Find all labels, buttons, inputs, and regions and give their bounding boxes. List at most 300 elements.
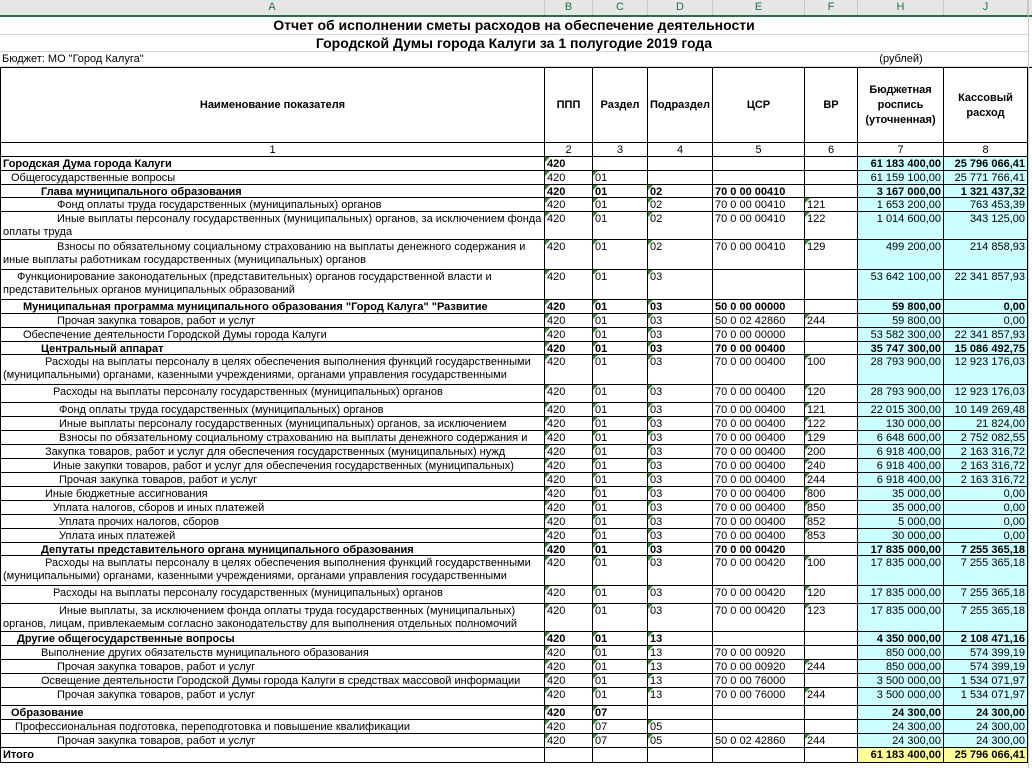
cell-plan[interactable]: [858, 660, 944, 674]
cell-csr[interactable]: [713, 556, 805, 586]
cell-plan[interactable]: [858, 342, 944, 355]
cell-razdel[interactable]: [593, 501, 648, 515]
cell-ppp[interactable]: [545, 342, 593, 355]
total-empty-cell[interactable]: [593, 748, 648, 763]
cell-razdel[interactable]: [593, 459, 648, 473]
cell-name[interactable]: [0, 734, 545, 748]
cell-fact[interactable]: [944, 171, 1028, 185]
cell-podrazdel[interactable]: [648, 185, 713, 198]
cell-name[interactable]: [0, 459, 545, 473]
cell-csr[interactable]: [713, 328, 805, 342]
cell-fact[interactable]: [944, 185, 1028, 198]
cell-csr[interactable]: [713, 515, 805, 529]
cell-name[interactable]: [0, 171, 545, 185]
cell-plan[interactable]: [858, 445, 944, 459]
cell-name[interactable]: [0, 431, 545, 445]
cell-fact[interactable]: [944, 556, 1028, 586]
cell-name[interactable]: [0, 355, 545, 385]
cell-podrazdel[interactable]: [648, 543, 713, 556]
cell-csr[interactable]: [713, 417, 805, 431]
cell-ppp[interactable]: [545, 556, 593, 586]
cell-ppp[interactable]: [545, 212, 593, 240]
cell-fact[interactable]: [944, 240, 1028, 270]
cell-vr[interactable]: [805, 515, 858, 529]
cell-vr[interactable]: [805, 459, 858, 473]
colnum-4[interactable]: 4: [648, 143, 713, 157]
colnum-2[interactable]: 2: [545, 143, 593, 157]
cell-name[interactable]: [0, 473, 545, 487]
cell-fact[interactable]: [944, 543, 1028, 556]
cell-vr[interactable]: [805, 734, 858, 748]
cell-razdel[interactable]: [593, 212, 648, 240]
cell-ppp[interactable]: [545, 632, 593, 646]
cell-podrazdel[interactable]: [648, 212, 713, 240]
cell-vr[interactable]: [805, 646, 858, 660]
cell-csr[interactable]: [713, 720, 805, 734]
cell-razdel[interactable]: [593, 586, 648, 604]
colnum-6[interactable]: 6: [805, 143, 858, 157]
cell-plan[interactable]: [858, 431, 944, 445]
cell-ppp[interactable]: [545, 445, 593, 459]
cell-plan[interactable]: [858, 720, 944, 734]
cell-razdel[interactable]: [593, 529, 648, 543]
cell-ppp[interactable]: [545, 300, 593, 314]
cell-podrazdel[interactable]: [648, 734, 713, 748]
cell-ppp[interactable]: [545, 646, 593, 660]
cell-vr[interactable]: [805, 720, 858, 734]
cell-fact[interactable]: [944, 385, 1028, 403]
cell-plan[interactable]: [858, 734, 944, 748]
cell-plan[interactable]: [858, 501, 944, 515]
units-label[interactable]: (рублей): [879, 53, 923, 65]
cell-fact[interactable]: [944, 459, 1028, 473]
cell-razdel[interactable]: [593, 660, 648, 674]
cell-vr[interactable]: [805, 529, 858, 543]
header-razdel[interactable]: Раздел: [593, 68, 648, 143]
colnum-7[interactable]: 7: [858, 143, 944, 157]
cell-razdel[interactable]: [593, 240, 648, 270]
cell-csr[interactable]: [713, 445, 805, 459]
column-header-e[interactable]: E: [713, 0, 805, 15]
cell-fact[interactable]: [944, 688, 1028, 706]
cell-vr[interactable]: [805, 355, 858, 385]
cell-podrazdel[interactable]: [648, 487, 713, 501]
total-empty-cell[interactable]: [648, 748, 713, 763]
cell-fact[interactable]: [944, 157, 1028, 171]
cell-csr[interactable]: [713, 586, 805, 604]
cell-vr[interactable]: [805, 270, 858, 300]
cell-fact[interactable]: [944, 529, 1028, 543]
cell-name[interactable]: [0, 212, 545, 240]
cell-ppp[interactable]: [545, 660, 593, 674]
cell-razdel[interactable]: [593, 632, 648, 646]
column-header-f[interactable]: F: [805, 0, 858, 15]
cell-podrazdel[interactable]: [648, 501, 713, 515]
cell-plan[interactable]: [858, 417, 944, 431]
cell-fact[interactable]: [944, 342, 1028, 355]
cell-podrazdel[interactable]: [648, 328, 713, 342]
cell-ppp[interactable]: [545, 688, 593, 706]
cell-name[interactable]: [0, 529, 545, 543]
cell-fact[interactable]: [944, 487, 1028, 501]
cell-vr[interactable]: [805, 501, 858, 515]
cell-ppp[interactable]: [545, 240, 593, 270]
cell-vr[interactable]: [805, 473, 858, 487]
cell-name[interactable]: [0, 300, 545, 314]
cell-csr[interactable]: [713, 632, 805, 646]
cell-name[interactable]: [0, 385, 545, 403]
cell-csr[interactable]: [713, 385, 805, 403]
cell-podrazdel[interactable]: [648, 314, 713, 328]
cell-ppp[interactable]: [545, 487, 593, 501]
cell-name[interactable]: [0, 417, 545, 431]
cell-razdel[interactable]: [593, 720, 648, 734]
cell-razdel[interactable]: [593, 556, 648, 586]
cell-podrazdel[interactable]: [648, 515, 713, 529]
cell-vr[interactable]: [805, 586, 858, 604]
cell-podrazdel[interactable]: [648, 403, 713, 417]
cell-razdel[interactable]: [593, 385, 648, 403]
cell-csr[interactable]: [713, 171, 805, 185]
cell-ppp[interactable]: [545, 314, 593, 328]
colnum-1[interactable]: 1: [0, 143, 545, 157]
cell-plan[interactable]: [858, 529, 944, 543]
cell-podrazdel[interactable]: [648, 529, 713, 543]
cell-csr[interactable]: [713, 300, 805, 314]
cell-name[interactable]: [0, 720, 545, 734]
cell-ppp[interactable]: [545, 417, 593, 431]
cell-plan[interactable]: [858, 314, 944, 328]
cell-name[interactable]: [0, 487, 545, 501]
cell-name[interactable]: [0, 604, 545, 632]
cell-podrazdel[interactable]: [648, 646, 713, 660]
cell-podrazdel[interactable]: [648, 300, 713, 314]
cell-name[interactable]: [0, 660, 545, 674]
cell-razdel[interactable]: [593, 328, 648, 342]
cell-vr[interactable]: [805, 185, 858, 198]
cell-csr[interactable]: [713, 185, 805, 198]
cell-name[interactable]: [0, 240, 545, 270]
cell-vr[interactable]: [805, 240, 858, 270]
cell-csr[interactable]: [713, 501, 805, 515]
header-ppp[interactable]: ППП: [545, 68, 593, 143]
cell-razdel[interactable]: [593, 445, 648, 459]
cell-csr[interactable]: [713, 314, 805, 328]
cell-podrazdel[interactable]: [648, 720, 713, 734]
cell-podrazdel[interactable]: [648, 431, 713, 445]
column-header-b[interactable]: B: [545, 0, 593, 15]
cell-csr[interactable]: [713, 157, 805, 171]
cell-ppp[interactable]: [545, 403, 593, 417]
cell-csr[interactable]: [713, 212, 805, 240]
cell-name[interactable]: [0, 586, 545, 604]
cell-podrazdel[interactable]: [648, 157, 713, 171]
cell-fact[interactable]: [944, 660, 1028, 674]
cell-podrazdel[interactable]: [648, 459, 713, 473]
cell-razdel[interactable]: [593, 198, 648, 212]
cell-fact[interactable]: [944, 501, 1028, 515]
cell-vr[interactable]: [805, 385, 858, 403]
cell-vr[interactable]: [805, 487, 858, 501]
total-plan[interactable]: 61 183 400,00: [858, 748, 944, 763]
cell-csr[interactable]: [713, 674, 805, 688]
cell-fact[interactable]: [944, 706, 1028, 720]
cell-name[interactable]: [0, 632, 545, 646]
cell-plan[interactable]: [858, 604, 944, 632]
cell-ppp[interactable]: [545, 157, 593, 171]
cell-razdel[interactable]: [593, 674, 648, 688]
cell-plan[interactable]: [858, 556, 944, 586]
cell-name[interactable]: [0, 445, 545, 459]
cell-fact[interactable]: [944, 198, 1028, 212]
cell-razdel[interactable]: [593, 171, 648, 185]
cell-razdel[interactable]: [593, 403, 648, 417]
cell-podrazdel[interactable]: [648, 270, 713, 300]
total-name[interactable]: Итого: [0, 748, 545, 763]
cell-fact[interactable]: [944, 674, 1028, 688]
total-empty-cell[interactable]: [805, 748, 858, 763]
column-header-h[interactable]: H: [858, 0, 944, 15]
cell-ppp[interactable]: [545, 604, 593, 632]
cell-fact[interactable]: [944, 270, 1028, 300]
cell-razdel[interactable]: [593, 604, 648, 632]
cell-ppp[interactable]: [545, 674, 593, 688]
cell-csr[interactable]: [713, 431, 805, 445]
cell-razdel[interactable]: [593, 185, 648, 198]
cell-vr[interactable]: [805, 660, 858, 674]
cell-podrazdel[interactable]: [648, 556, 713, 586]
cell-podrazdel[interactable]: [648, 385, 713, 403]
cell-name[interactable]: [0, 646, 545, 660]
cell-plan[interactable]: [858, 586, 944, 604]
cell-ppp[interactable]: [545, 270, 593, 300]
colnum-8[interactable]: 8: [944, 143, 1028, 157]
cell-plan[interactable]: [858, 185, 944, 198]
cell-podrazdel[interactable]: [648, 632, 713, 646]
cell-ppp[interactable]: [545, 529, 593, 543]
cell-razdel[interactable]: [593, 734, 648, 748]
cell-fact[interactable]: [944, 473, 1028, 487]
cell-razdel[interactable]: [593, 688, 648, 706]
cell-csr[interactable]: [713, 270, 805, 300]
cell-plan[interactable]: [858, 198, 944, 212]
cell-csr[interactable]: [713, 543, 805, 556]
cell-csr[interactable]: [713, 240, 805, 270]
cell-fact[interactable]: [944, 646, 1028, 660]
cell-fact[interactable]: [944, 586, 1028, 604]
cell-razdel[interactable]: [593, 417, 648, 431]
colnum-5[interactable]: 5: [713, 143, 805, 157]
cell-razdel[interactable]: [593, 342, 648, 355]
cell-plan[interactable]: [858, 270, 944, 300]
cell-ppp[interactable]: [545, 185, 593, 198]
cell-ppp[interactable]: [545, 355, 593, 385]
cell-plan[interactable]: [858, 328, 944, 342]
cell-ppp[interactable]: [545, 328, 593, 342]
cell-fact[interactable]: [944, 314, 1028, 328]
cell-podrazdel[interactable]: [648, 586, 713, 604]
cell-name[interactable]: [0, 270, 545, 300]
cell-razdel[interactable]: [593, 543, 648, 556]
cell-razdel[interactable]: [593, 473, 648, 487]
cell-vr[interactable]: [805, 706, 858, 720]
cell-razdel[interactable]: [593, 515, 648, 529]
cell-plan[interactable]: [858, 157, 944, 171]
cell-name[interactable]: [0, 515, 545, 529]
cell-ppp[interactable]: [545, 431, 593, 445]
cell-plan[interactable]: [858, 473, 944, 487]
cell-name[interactable]: [0, 342, 545, 355]
cell-csr[interactable]: [713, 529, 805, 543]
cell-csr[interactable]: [713, 198, 805, 212]
cell-name[interactable]: [0, 688, 545, 706]
cell-fact[interactable]: [944, 720, 1028, 734]
cell-podrazdel[interactable]: [648, 171, 713, 185]
column-header-d[interactable]: D: [648, 0, 713, 15]
cell-vr[interactable]: [805, 431, 858, 445]
cell-plan[interactable]: [858, 385, 944, 403]
cell-ppp[interactable]: [545, 720, 593, 734]
cell-plan[interactable]: [858, 403, 944, 417]
cell-csr[interactable]: [713, 473, 805, 487]
colnum-3[interactable]: 3: [593, 143, 648, 157]
cell-name[interactable]: [0, 674, 545, 688]
cell-vr[interactable]: [805, 212, 858, 240]
cell-ppp[interactable]: [545, 734, 593, 748]
cell-csr[interactable]: [713, 355, 805, 385]
cell-razdel[interactable]: [593, 270, 648, 300]
cell-plan[interactable]: [858, 688, 944, 706]
cell-fact[interactable]: [944, 212, 1028, 240]
header-plan[interactable]: Бюджетная роспись (уточненная): [858, 68, 944, 143]
cell-ppp[interactable]: [545, 501, 593, 515]
cell-fact[interactable]: [944, 604, 1028, 632]
cell-podrazdel[interactable]: [648, 445, 713, 459]
report-title-line1[interactable]: Отчет об исполнении сметы расходов на обеспечение деятельности: [0, 17, 1028, 35]
header-fact[interactable]: Кассовый расход: [944, 68, 1028, 143]
cell-podrazdel[interactable]: [648, 342, 713, 355]
cell-plan[interactable]: [858, 515, 944, 529]
cell-vr[interactable]: [805, 417, 858, 431]
cell-name[interactable]: [0, 403, 545, 417]
cell-name[interactable]: [0, 501, 545, 515]
cell-podrazdel[interactable]: [648, 473, 713, 487]
cell-fact[interactable]: [944, 431, 1028, 445]
cell-ppp[interactable]: [545, 543, 593, 556]
cell-fact[interactable]: [944, 632, 1028, 646]
column-header-a[interactable]: A: [0, 0, 545, 15]
cell-podrazdel[interactable]: [648, 355, 713, 385]
cell-csr[interactable]: [713, 342, 805, 355]
cell-razdel[interactable]: [593, 300, 648, 314]
cell-plan[interactable]: [858, 459, 944, 473]
total-empty-cell[interactable]: [713, 748, 805, 763]
cell-name[interactable]: [0, 706, 545, 720]
cell-name[interactable]: [0, 157, 545, 171]
header-vr[interactable]: ВР: [805, 68, 858, 143]
cell-csr[interactable]: [713, 646, 805, 660]
cell-name[interactable]: [0, 185, 545, 198]
cell-plan[interactable]: [858, 674, 944, 688]
header-name[interactable]: Наименование показателя: [0, 68, 545, 143]
cell-podrazdel[interactable]: [648, 688, 713, 706]
cell-ppp[interactable]: [545, 515, 593, 529]
cell-fact[interactable]: [944, 403, 1028, 417]
cell-fact[interactable]: [944, 300, 1028, 314]
cell-csr[interactable]: [713, 688, 805, 706]
cell-vr[interactable]: [805, 342, 858, 355]
cell-plan[interactable]: [858, 646, 944, 660]
total-empty-cell[interactable]: [545, 748, 593, 763]
cell-vr[interactable]: [805, 198, 858, 212]
cell-ppp[interactable]: [545, 586, 593, 604]
header-podrazdel[interactable]: Подраздел: [648, 68, 713, 143]
cell-fact[interactable]: [944, 328, 1028, 342]
cell-podrazdel[interactable]: [648, 660, 713, 674]
cell-podrazdel[interactable]: [648, 706, 713, 720]
cell-podrazdel[interactable]: [648, 604, 713, 632]
cell-ppp[interactable]: [545, 706, 593, 720]
cell-name[interactable]: [0, 328, 545, 342]
cell-plan[interactable]: [858, 300, 944, 314]
cell-ppp[interactable]: [545, 171, 593, 185]
cell-razdel[interactable]: [593, 431, 648, 445]
cell-podrazdel[interactable]: [648, 198, 713, 212]
cell-csr[interactable]: [713, 734, 805, 748]
cell-fact[interactable]: [944, 515, 1028, 529]
column-header-j[interactable]: J: [944, 0, 1028, 15]
cell-fact[interactable]: [944, 355, 1028, 385]
cell-vr[interactable]: [805, 556, 858, 586]
cell-csr[interactable]: [713, 403, 805, 417]
budget-label[interactable]: Бюджет: МО "Город Калуга": [2, 53, 144, 65]
cell-vr[interactable]: [805, 543, 858, 556]
cell-vr[interactable]: [805, 300, 858, 314]
cell-plan[interactable]: [858, 171, 944, 185]
cell-plan[interactable]: [858, 487, 944, 501]
cell-name[interactable]: [0, 556, 545, 586]
cell-name[interactable]: [0, 314, 545, 328]
cell-vr[interactable]: [805, 171, 858, 185]
cell-csr[interactable]: [713, 706, 805, 720]
header-csr[interactable]: ЦСР: [713, 68, 805, 143]
cell-vr[interactable]: [805, 328, 858, 342]
cell-ppp[interactable]: [545, 385, 593, 403]
cell-podrazdel[interactable]: [648, 240, 713, 270]
cell-razdel[interactable]: [593, 646, 648, 660]
cell-plan[interactable]: [858, 706, 944, 720]
cell-csr[interactable]: [713, 459, 805, 473]
cell-fact[interactable]: [944, 445, 1028, 459]
cell-fact[interactable]: [944, 734, 1028, 748]
cell-razdel[interactable]: [593, 487, 648, 501]
cell-plan[interactable]: [858, 632, 944, 646]
cell-vr[interactable]: [805, 604, 858, 632]
cell-csr[interactable]: [713, 660, 805, 674]
cell-razdel[interactable]: [593, 355, 648, 385]
report-title-line2[interactable]: Городской Думы города Калуги за 1 полугодие 2019 года: [0, 35, 1028, 52]
cell-plan[interactable]: [858, 355, 944, 385]
cell-razdel[interactable]: [593, 706, 648, 720]
cell-vr[interactable]: [805, 445, 858, 459]
cell-ppp[interactable]: [545, 459, 593, 473]
cell-plan[interactable]: [858, 212, 944, 240]
cell-razdel[interactable]: [593, 157, 648, 171]
cell-podrazdel[interactable]: [648, 674, 713, 688]
cell-plan[interactable]: [858, 240, 944, 270]
cell-fact[interactable]: [944, 417, 1028, 431]
cell-vr[interactable]: [805, 314, 858, 328]
